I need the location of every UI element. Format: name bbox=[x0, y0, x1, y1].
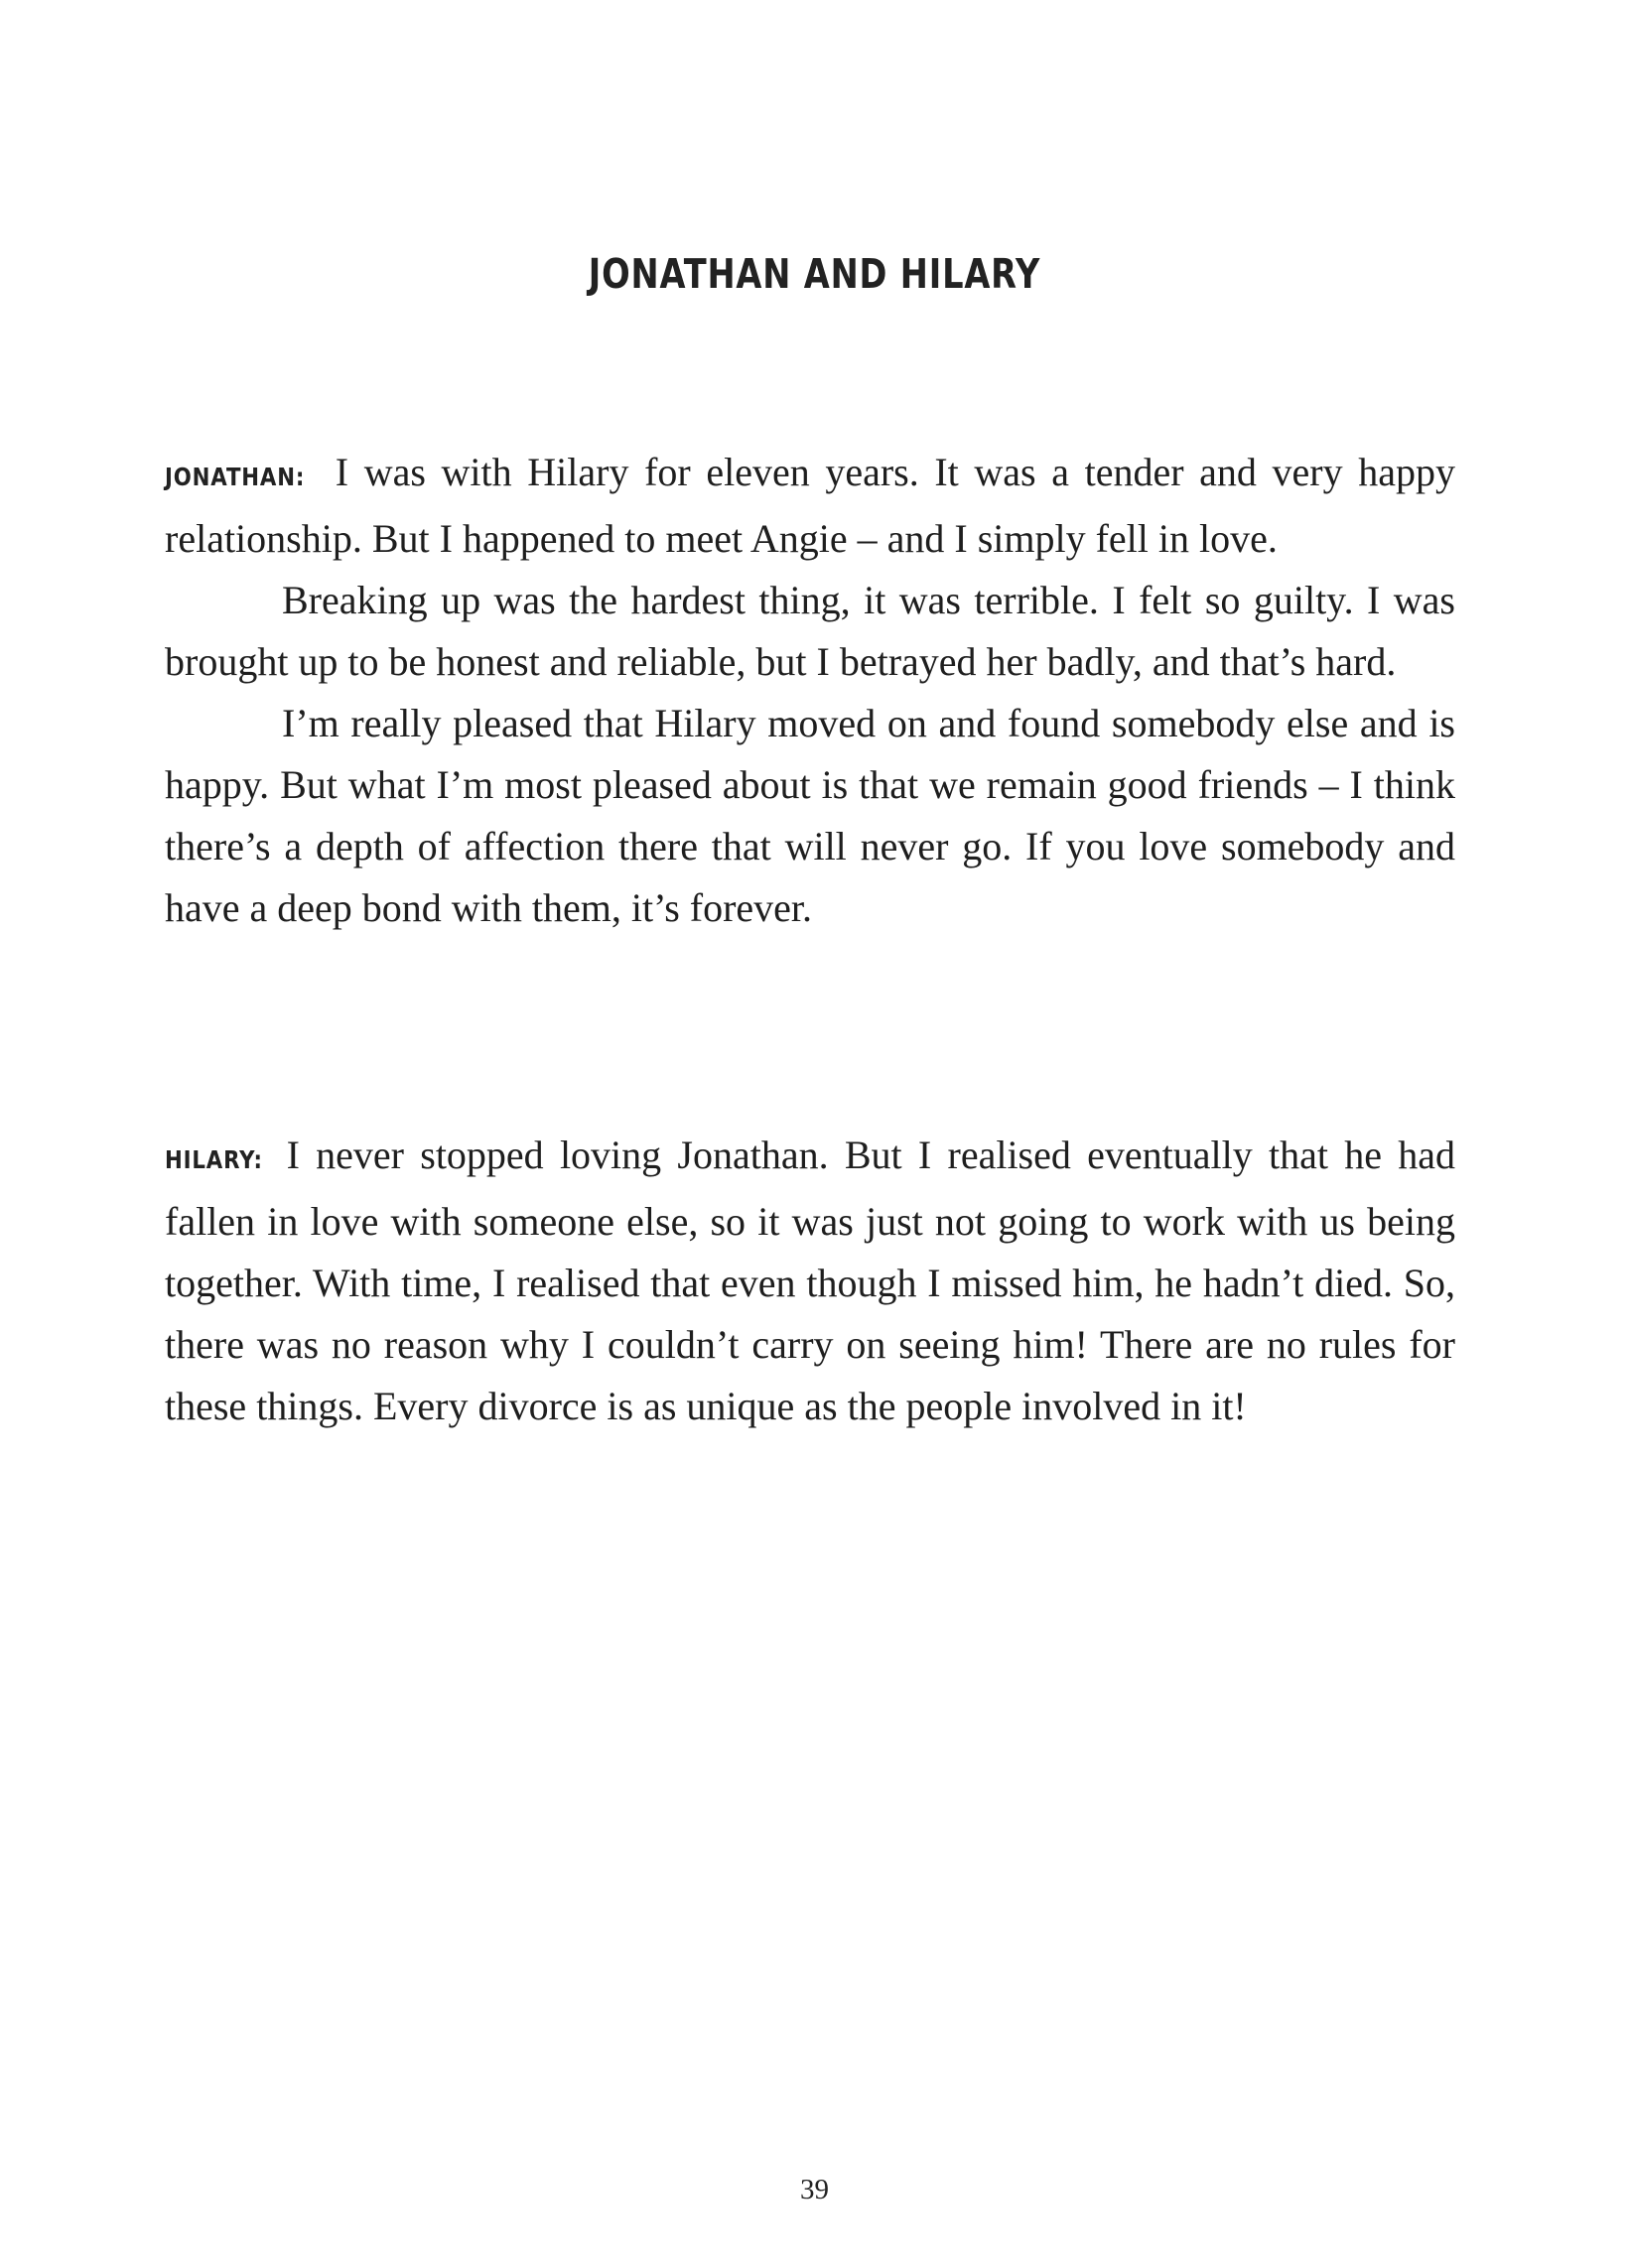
hilary-paragraph-1 bbox=[165, 1125, 1455, 1437]
jonathan-paragraph-2: Breaking up was the hardest thing, it was terrible. I felt so guilty. I was brought up to be honest and reliable, but I betrayed her badly, and that’s hard. bbox=[165, 578, 1455, 684]
speaker-label-jonathan: JONATHAN: bbox=[165, 463, 306, 491]
hilary-section bbox=[165, 1125, 1455, 1437]
hilary-paragraph-1-text: I never stopped loving Jonathan. But I realised eventually that he had fallen in love with someone else, so it was just not going to work with us being together. With time, I realised that even though I missed him, he hadn’t died. So, there was no reason why I couldn’t carry on seeing him! There are no rules for these things. Every divorce is as unique as the people involved in it! bbox=[165, 1133, 1455, 1428]
jonathan-section bbox=[165, 442, 1455, 939]
jonathan-paragraph-3: I’m really pleased that Hilary moved on and found somebody else and is happy. But what I’m most pleased about is that we remain good friends – I think there’s a depth of affection there that will never go. If you love somebody and have a deep bond with them, it’s forever. bbox=[165, 701, 1455, 930]
page-number: 39 bbox=[800, 2174, 829, 2205]
jonathan-paragraph-1-text: I was with Hilary for eleven years. It was a tender and very happy relationship. But I happened to meet Angie – and I simply fell in love. bbox=[165, 450, 1455, 561]
speaker-label-hilary: HILARY: bbox=[165, 1145, 263, 1174]
chapter-title: JONATHAN AND HILARY bbox=[588, 250, 1041, 298]
jonathan-paragraph-1 bbox=[165, 442, 1455, 570]
